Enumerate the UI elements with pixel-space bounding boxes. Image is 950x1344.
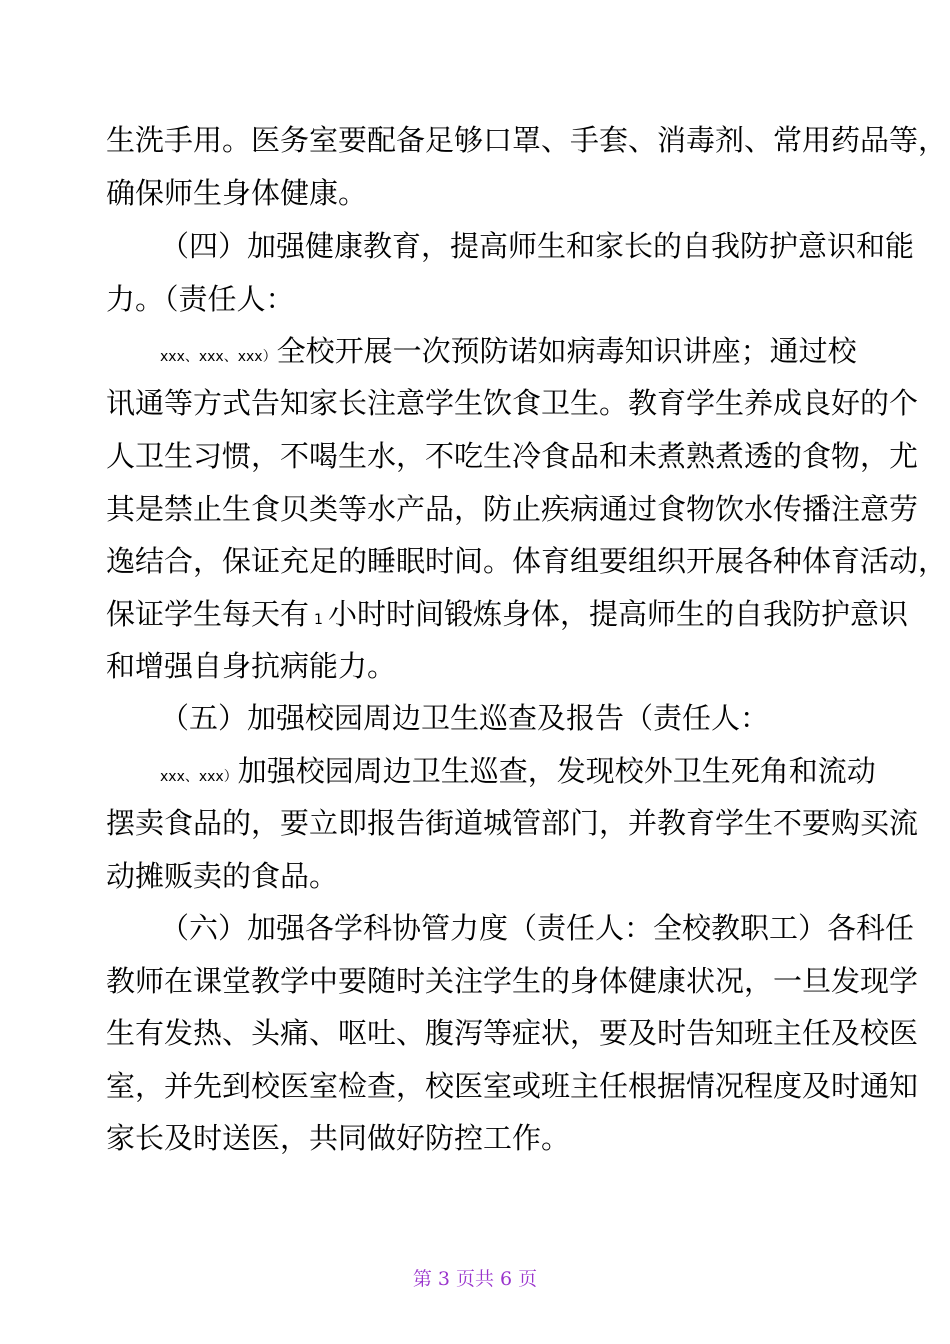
text-line: 动摊贩卖的食品。	[106, 859, 339, 893]
text-line	[160, 333, 857, 375]
text-fragment-small: xxx、xxx、xxx）	[160, 349, 277, 365]
text-line: 教师在课堂教学中要随时关注学生的身体健康状况，一旦发现学	[106, 964, 919, 998]
text-fragment-small: 1	[314, 612, 323, 628]
text-line: 逸结合，保证充足的睡眠时间。体育组要组织开展各种体育活动，	[106, 544, 948, 578]
text-line: 其是禁止生食贝类等水产品，防止疾病通过食物饮水传播注意劳	[106, 492, 919, 526]
text-line: 确保师生身体健康。	[106, 176, 368, 210]
text-line: （四）加强健康教育，提高师生和家长的自我防护意识和能	[160, 229, 915, 263]
text-line: 人卫生习惯，不喝生水，不吃生冷食品和未煮熟煮透的食物，尤	[106, 439, 919, 473]
text-line: 生有发热、头痛、呕吐、腹泻等症状，要及时告知班主任及校医	[106, 1016, 919, 1050]
text-line: 家长及时送医，共同做好防控工作。	[106, 1121, 571, 1155]
text-line: 室，并先到校医室检查，校医室或班主任根据情况程度及时通知	[106, 1069, 919, 1103]
text-line: 讯通等方式告知家长注意学生饮食卫生。教育学生养成良好的个	[106, 386, 919, 420]
text-line: （五）加强校园周边卫生巡查及报告（责任人：	[160, 701, 770, 735]
text-line: 摆卖食品的，要立即报告街道城管部门，并教育学生不要购买流	[106, 806, 919, 840]
text-line: （六）加强各学科协管力度（责任人：全校教职工）各科任	[160, 911, 915, 945]
text-line: 和增强自身抗病能力。	[106, 649, 397, 683]
text-line	[160, 753, 876, 795]
text-line	[106, 596, 908, 638]
page-number-footer: 第 3 页共 6 页	[412, 1268, 538, 1290]
text-fragment: 小时时间锻炼身体，提高师生的自我防护意识	[327, 597, 908, 631]
text-fragment-small: xxx、xxx）	[160, 769, 238, 785]
text-fragment: 全校开展一次预防诺如病毒知识讲座；通过校	[276, 334, 857, 368]
text-fragment: 保证学生每天有	[106, 597, 310, 631]
text-fragment: 加强校园周边卫生巡查，发现校外卫生死角和流动	[237, 754, 876, 788]
text-line: 生洗手用。医务室要配备足够口罩、手套、消毒剂、常用药品等，	[106, 123, 948, 157]
text-line: 力。（责任人：	[106, 282, 295, 316]
